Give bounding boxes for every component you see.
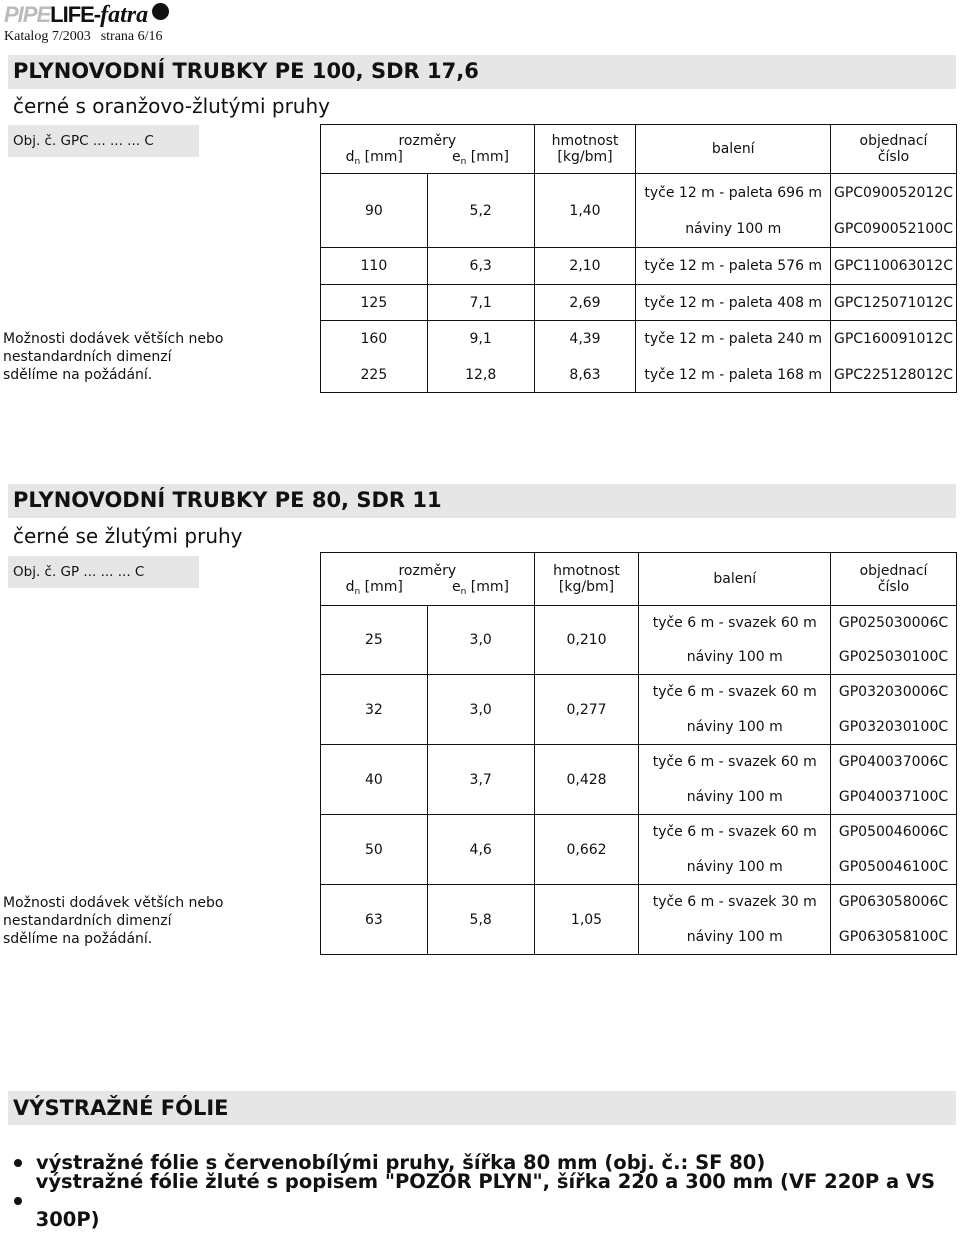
cell-order-code: GPC225128012C: [830, 358, 956, 393]
header-packaging: balení: [639, 553, 831, 606]
bullet-icon: [14, 1197, 22, 1205]
en-unit: [mm]: [470, 579, 509, 595]
cell-order-code: GP032030006C: [831, 675, 957, 710]
dn-unit: [mm]: [364, 579, 403, 595]
cell-packaging: náviny 100 m: [639, 780, 831, 815]
cell-order-code: GPC160091012C: [830, 321, 956, 358]
cell-en: 6,3: [427, 248, 534, 285]
cell-packaging: tyče 6 m - svazek 60 m: [639, 815, 831, 850]
section2-order-number: Obj. č. GP ... ... ... C: [8, 556, 199, 588]
cell-packaging: tyče 6 m - svazek 60 m: [639, 745, 831, 780]
cell-packaging: tyče 12 m - paleta 408 m: [636, 285, 831, 321]
cell-order-code: GP032030100C: [831, 710, 957, 745]
note-line: nestandardních dimenzí: [3, 913, 172, 929]
section2-title: PLYNOVODNÍ TRUBKY PE 80, SDR 11: [13, 488, 442, 512]
header-mass: [534, 553, 639, 606]
dn-unit: [mm]: [364, 149, 403, 165]
dn-subscript: n: [354, 157, 361, 167]
cell-dn: 110: [321, 248, 428, 285]
table-row: [321, 358, 957, 393]
header-dims-label: rozměry: [398, 563, 457, 579]
cell-packaging: náviny 100 m: [639, 850, 831, 885]
section2-subtitle: černé se žlutými pruhy: [13, 524, 243, 548]
header-dims-sub: [321, 149, 534, 165]
order-label: objednací: [859, 563, 928, 579]
cell-order-code: GPC110063012C: [830, 248, 956, 285]
cell-en: 5,2: [427, 174, 534, 248]
cell-dn: 90: [321, 174, 428, 248]
cell-mass: 2,69: [534, 285, 636, 321]
section1-title: PLYNOVODNÍ TRUBKY PE 100, SDR 17,6: [13, 59, 479, 83]
cell-dn: 25: [321, 606, 428, 675]
note-line: Možnosti dodávek větších nebo: [3, 331, 224, 347]
cell-dn: 125: [321, 285, 428, 321]
cell-mass: 2,10: [534, 248, 636, 285]
header-dims-sub: [321, 579, 534, 595]
catalog-info: [4, 29, 173, 45]
table-row: [321, 321, 957, 358]
cell-en: 5,8: [427, 885, 534, 955]
cell-packaging: tyče 12 m - paleta 168 m: [636, 358, 831, 393]
cell-en: 9,1: [427, 321, 534, 358]
dn-symbol: d: [345, 149, 355, 165]
cell-packaging: náviny 100 m: [636, 212, 831, 248]
table-header-row: [321, 553, 957, 606]
note-line: nestandardních dimenzí: [3, 349, 172, 365]
en-subscript: n: [460, 157, 467, 167]
cell-dn: 32: [321, 675, 428, 745]
cell-order-code: GP040037100C: [831, 780, 957, 815]
cell-mass: 0,277: [534, 675, 639, 745]
section1-subtitle: černé s oranžovo-žlutými pruhy: [13, 94, 330, 118]
cell-en: 3,7: [427, 745, 534, 815]
cell-order-code: GP050046006C: [831, 815, 957, 850]
cell-packaging: tyče 12 m - paleta 696 m: [636, 174, 831, 212]
cell-packaging: náviny 100 m: [639, 710, 831, 745]
cell-packaging: náviny 100 m: [639, 920, 831, 955]
table-row: [321, 248, 957, 285]
bullet-text: výstražné fólie žluté s popisem "POZOR PLYN", šířka 220 a 300 mm (VF 220P a VS 300P): [35, 1170, 936, 1231]
order-label: objednací: [859, 133, 928, 149]
en-symbol: e: [451, 149, 461, 165]
mass-label: hmotnost: [551, 133, 619, 149]
note-line: Možnosti dodávek větších nebo: [3, 895, 224, 911]
table-header-row: [321, 125, 957, 174]
header-order-number: [830, 125, 956, 174]
section2-table: [320, 552, 957, 955]
cell-mass: 8,63: [534, 358, 636, 393]
mass-unit: [kg/bm]: [558, 579, 615, 595]
list-item: [12, 1170, 960, 1231]
table-row: [321, 606, 957, 640]
section2-note: [3, 894, 243, 948]
cell-packaging: tyče 12 m - paleta 240 m: [636, 321, 831, 358]
table-row: [321, 815, 957, 850]
cell-dn: 50: [321, 815, 428, 885]
section1-table: [320, 124, 957, 393]
logo-life: LIFE-: [50, 2, 101, 27]
section1-order-number: Obj. č. GPC ... ... ... C: [8, 125, 199, 157]
cell-dn: 225: [321, 358, 428, 393]
cell-mass: 1,40: [534, 174, 636, 248]
cell-dn: 63: [321, 885, 428, 955]
header-order-number: [831, 553, 957, 606]
en-symbol: e: [452, 579, 461, 595]
cell-order-code: GP040037006C: [831, 745, 957, 780]
header-dimensions: [321, 125, 535, 174]
note-line: sdělíme na požádání.: [3, 367, 153, 383]
cell-mass: 4,39: [534, 321, 636, 358]
table-row: [321, 174, 957, 212]
cell-packaging: tyče 6 m - svazek 60 m: [639, 675, 831, 710]
table-row: [321, 885, 957, 920]
header-en: [452, 149, 509, 165]
dn-subscript: n: [354, 587, 361, 597]
cell-order-code: GP063058006C: [831, 885, 957, 920]
order-label-2: číslo: [877, 579, 910, 595]
bullet-text: výstražné fólie s červenobílými pruhy, šířka 80 mm (obj. č.: SF 80): [36, 1151, 766, 1174]
cell-packaging: tyče 6 m - svazek 60 m: [639, 606, 831, 640]
cell-order-code: GPC090052012C: [830, 174, 956, 212]
cell-en: 3,0: [427, 606, 534, 675]
cell-packaging: tyče 12 m - paleta 576 m: [636, 248, 831, 285]
catalog-edition: Katalog 7/2003: [4, 29, 91, 44]
cell-order-code: GPC125071012C: [830, 285, 956, 321]
en-subscript: n: [460, 587, 467, 597]
logo-fatra: fatra: [100, 1, 149, 28]
cell-en: 4,6: [427, 815, 534, 885]
header-dn: [346, 579, 403, 595]
table-row: [321, 745, 957, 780]
bullet-icon: [14, 1159, 22, 1167]
cell-dn: 40: [321, 745, 428, 815]
header-packaging: balení: [636, 125, 831, 174]
mass-unit: [kg/bm]: [557, 149, 613, 165]
table-row: [321, 285, 957, 321]
cell-packaging: náviny 100 m: [639, 640, 831, 675]
header-dims-label: rozměry: [398, 133, 457, 149]
order-label-2: číslo: [877, 149, 910, 165]
note-line: sdělíme na požádání.: [3, 931, 153, 947]
logo-dot-icon: [152, 3, 169, 20]
cell-en: 3,0: [427, 675, 534, 745]
section3-title: VÝSTRAŽNÉ FÓLIE: [13, 1096, 229, 1120]
cell-mass: 0,662: [534, 815, 639, 885]
cell-en: 12,8: [427, 358, 534, 393]
cell-order-code: GP025030100C: [831, 640, 957, 675]
cell-order-code: GP025030006C: [831, 606, 957, 640]
section1-note: [3, 330, 243, 384]
logo-pipe: PIPE: [4, 2, 51, 27]
page-number: strana 6/16: [100, 29, 163, 44]
cell-order-code: GPC090052100C: [830, 212, 956, 248]
header-en: [452, 579, 509, 595]
header-dimensions: [321, 553, 535, 606]
cell-dn: 160: [321, 321, 428, 358]
mass-label: hmotnost: [553, 563, 620, 579]
header-mass: [534, 125, 636, 174]
cell-mass: 0,428: [534, 745, 639, 815]
cell-mass: 0,210: [534, 606, 639, 675]
cell-order-code: GP063058100C: [831, 920, 957, 955]
cell-en: 7,1: [427, 285, 534, 321]
table-row: [321, 675, 957, 710]
cell-order-code: GP050046100C: [831, 850, 957, 885]
en-unit: [mm]: [470, 149, 509, 165]
company-logo: [4, 2, 169, 28]
cell-mass: 1,05: [534, 885, 639, 955]
dn-symbol: d: [345, 579, 355, 595]
cell-packaging: tyče 6 m - svazek 30 m: [639, 885, 831, 920]
bullet-list: [12, 1144, 960, 1231]
header-dn: [346, 149, 403, 165]
